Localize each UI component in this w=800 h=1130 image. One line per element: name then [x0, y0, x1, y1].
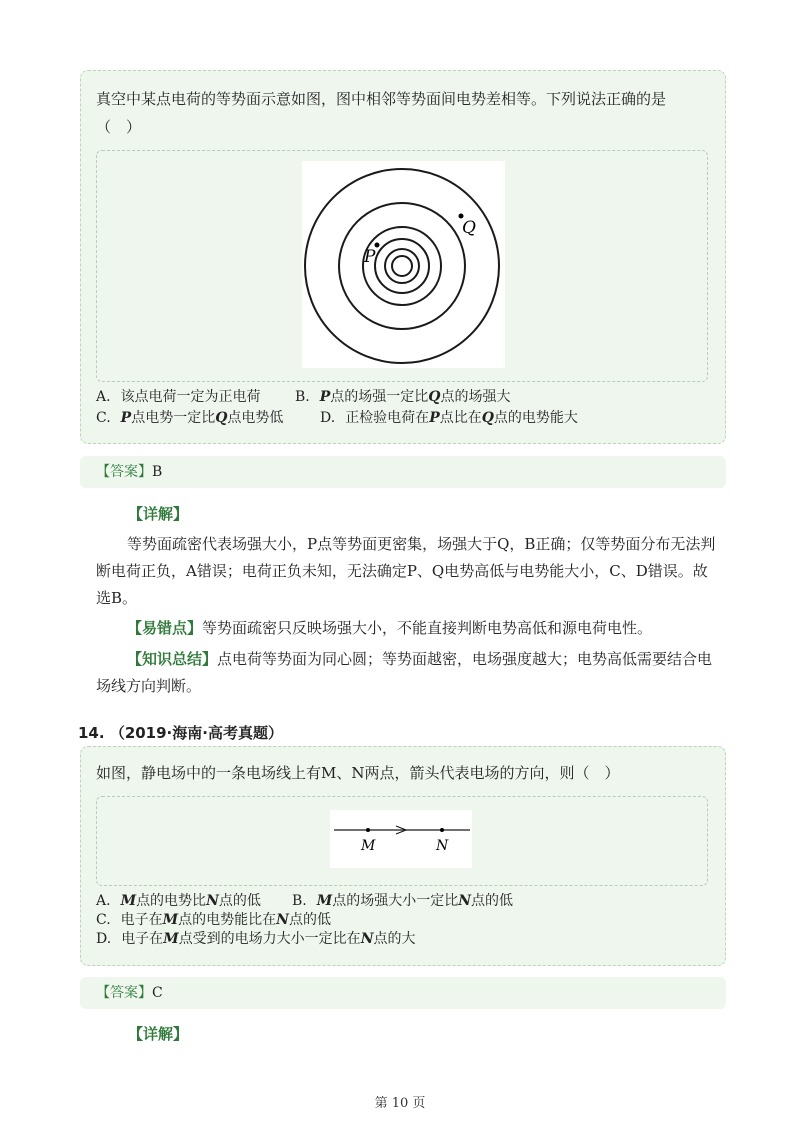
q14-option-B-mid: 点的场强大小一定比 — [332, 893, 459, 909]
equipotential-diagram — [302, 161, 505, 368]
q14-option-B[interactable] — [292, 892, 513, 911]
q13-option-D-var1: P — [429, 410, 440, 426]
q13-option-A[interactable] — [96, 388, 261, 407]
q14-option-D-mid: 点受到的电场力大小一定比在 — [178, 931, 361, 947]
q13-summary-text: 点电荷等势面为同心圆；等势面越密，电场强度越大；电势高低需要结合电场线方向判断。 — [96, 650, 713, 695]
q13-option-C[interactable] — [96, 409, 283, 428]
question-14-number: 14. — [78, 724, 105, 742]
q14-option-D-letter: D. — [96, 931, 112, 947]
q13-option-B-mid: 点的场强一定比 — [330, 389, 429, 405]
q13-answer-bar — [80, 456, 726, 488]
point-M-dot — [366, 828, 370, 832]
q13-mistake-text: 等势面疏密只反映场强大小，不能直接判断电势高低和源电荷电性。 — [202, 619, 653, 637]
q14-option-C-pre: 电子在 — [120, 912, 163, 928]
q14-option-A-end: 点的低 — [218, 893, 261, 909]
question-13-stem-line1: 真空中某点电荷的等势面示意如图，图中相邻等势面间电势差相等。下列说法正确的是 — [96, 90, 667, 108]
field-line-figure — [330, 810, 472, 868]
question-14-source: （2019·海南·高考真题） — [109, 724, 283, 742]
q13-option-D-mid: 点比在 — [439, 410, 482, 426]
q14-option-A-var2: N — [206, 893, 219, 909]
q13-option-C-letter: C. — [96, 410, 111, 426]
question-13-stem — [96, 85, 716, 141]
q14-option-C-letter: C. — [96, 912, 111, 928]
q13-option-A-text: 该点电荷一定为正电荷 — [120, 389, 261, 405]
page-number: 第 10 页 — [374, 1096, 426, 1111]
q13-option-D[interactable] — [320, 409, 578, 428]
q14-answer-bar — [80, 977, 726, 1009]
q13-option-D-var2: Q — [481, 410, 494, 426]
q13-mistake-point — [96, 615, 716, 642]
q13-option-C-mid: 点电势一定比 — [131, 410, 216, 426]
equipotential-ring-1 — [305, 169, 499, 363]
q13-option-B-letter: B. — [295, 389, 310, 405]
q14-option-A-var1: M — [120, 893, 137, 909]
field-line-diagram — [330, 810, 472, 868]
q14-option-D[interactable] — [96, 930, 415, 949]
q14-option-B-var2: N — [458, 893, 472, 909]
point-N-dot — [440, 828, 444, 832]
point-M-label: M — [361, 838, 376, 854]
q13-option-B-end: 点的场强大 — [440, 389, 511, 405]
q14-option-B-end: 点的低 — [471, 893, 514, 909]
point-P-label: P — [364, 247, 376, 267]
q14-option-C-var1: M — [162, 912, 179, 928]
q14-answer-value: C — [152, 985, 163, 1001]
point-Q-label: Q — [462, 218, 476, 238]
q14-option-A-mid: 点的电势比 — [136, 893, 207, 909]
question-14-header — [78, 722, 283, 743]
q13-option-C-end: 点电势低 — [227, 410, 284, 426]
q13-option-D-pre: 正检验电荷在 — [345, 410, 430, 426]
q14-option-C-end: 点的低 — [288, 912, 331, 928]
q13-option-A-letter: A. — [96, 389, 111, 405]
q13-summary-heading: 【知识总结】 — [127, 650, 218, 668]
q14-option-A-letter: A. — [96, 893, 111, 909]
q13-option-D-letter: D. — [320, 410, 336, 426]
q14-option-B-letter: B. — [292, 893, 307, 909]
q14-option-D-pre: 电子在 — [121, 931, 164, 947]
equipotential-ring-6 — [392, 256, 412, 276]
q13-answer-value: B — [152, 464, 163, 480]
point-N-label: N — [436, 838, 449, 854]
q13-option-B-var2: Q — [428, 389, 441, 405]
equipotential-ring-5 — [385, 249, 419, 283]
q14-option-C-mid: 点的电势能比在 — [178, 912, 277, 928]
question-14-stem: 如图，静电场中的一条电场线上有M、N两点，箭头代表电场的方向，则（ ） — [96, 764, 620, 782]
q14-option-C[interactable] — [96, 911, 331, 930]
q13-option-D-end: 点的电势能大 — [493, 410, 578, 426]
question-13-stem-line2: （ ） — [96, 118, 142, 136]
q13-option-B-var1: P — [319, 389, 331, 405]
q14-detail-heading: 【详解】 — [128, 1025, 189, 1043]
q13-option-B[interactable] — [295, 388, 510, 407]
q13-answer-label: 【答案】 — [96, 464, 152, 480]
q13-option-C-var2: Q — [215, 410, 228, 426]
q14-option-D-var1: M — [163, 931, 179, 947]
equipotential-ring-2 — [339, 203, 465, 329]
q14-option-B-var1: M — [316, 893, 333, 909]
q13-mistake-heading: 【易错点】 — [127, 619, 203, 637]
q14-option-D-end: 点的大 — [373, 931, 416, 947]
q14-option-A[interactable] — [96, 892, 261, 911]
equipotential-ring-4 — [375, 239, 429, 293]
q14-answer-label: 【答案】 — [96, 985, 152, 1001]
q13-option-C-var1: P — [120, 410, 132, 426]
q14-option-D-var2: N — [360, 931, 374, 947]
q13-detail-heading: 【详解】 — [128, 505, 189, 523]
q13-summary — [96, 646, 716, 700]
q14-option-C-var2: N — [276, 912, 289, 928]
q13-detail-text: 等势面疏密代表场强大小，P点等势面更密集，场强大于Q，B正确；仅等势面分布无法判断电荷正负，A错误；电荷正负未知，无法确定P、Q电势高低与电势能大小，C、D错误。故选B。 — [96, 535, 716, 607]
equipotential-figure — [302, 161, 505, 368]
